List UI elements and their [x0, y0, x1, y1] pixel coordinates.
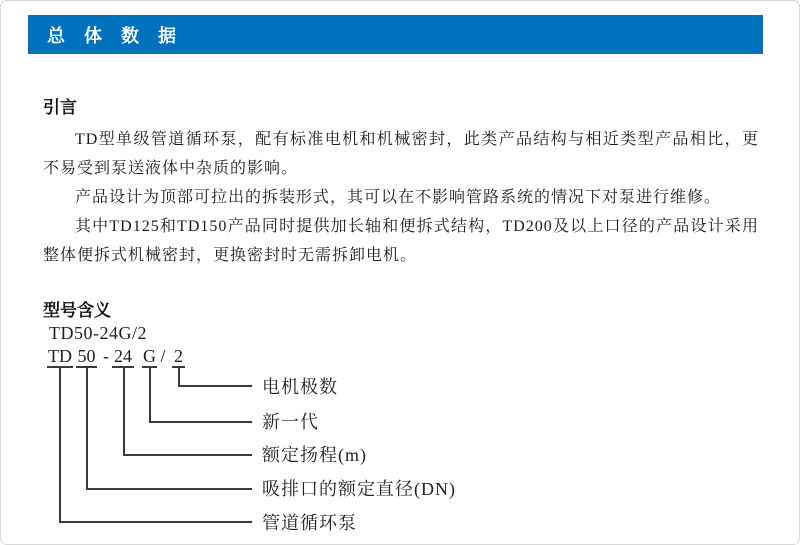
model-code-breakdown-diagram	[1, 1, 799, 544]
page-title: 总 体 数 据	[47, 25, 184, 46]
model-token-dash: -	[103, 346, 109, 366]
model-token-2: 2	[174, 346, 183, 366]
callout-line-rated-diameter	[86, 366, 252, 490]
callout-line-rated-head	[123, 366, 252, 456]
callout-label-rated-diameter: 吸排口的额定直径(DN)	[262, 479, 456, 499]
callout-line-new-generation	[149, 366, 252, 423]
callout-line-pipeline-pump	[59, 366, 252, 523]
callout-label-new-generation: 新一代	[262, 412, 319, 432]
intro-section	[43, 93, 759, 270]
model-token-td: TD	[48, 346, 72, 366]
intro-paragraph: 产品设计为顶部可拉出的拆装形式，其可以在不影响管路系统的情况下对泵进行维修。	[75, 189, 722, 206]
model-code: TD50-24G/2	[49, 323, 147, 343]
callout-label-motor-poles: 电机极数	[262, 377, 338, 397]
intro-heading: 引言	[43, 98, 77, 117]
model-meaning-heading: 型号含义	[43, 301, 111, 320]
callout-label-rated-head: 额定扬程(m)	[262, 445, 367, 465]
model-token-50: 50	[77, 346, 96, 366]
model-token-24: 24	[114, 346, 132, 366]
intro-paragraph: TD型单级管道循环泵，配有标准电机和机械密封，此类产品结构与相近类型产品相比，更不易受到泵送液体中杂质的影响。	[43, 131, 759, 177]
callout-label-pipeline-pump: 管道循环泵	[262, 513, 357, 533]
model-token-slash: /	[160, 346, 166, 366]
model-token-g: G	[143, 346, 156, 366]
intro-paragraph: 其中TD125和TD150产品同时提供加长轴和便拆式结构，TD200及以上口径的产品设计采用整体便拆式机械密封，更换密封时无需拆卸电机。	[43, 218, 759, 264]
callout-line-motor-poles	[178, 366, 252, 387]
section-title-bar	[28, 15, 763, 54]
